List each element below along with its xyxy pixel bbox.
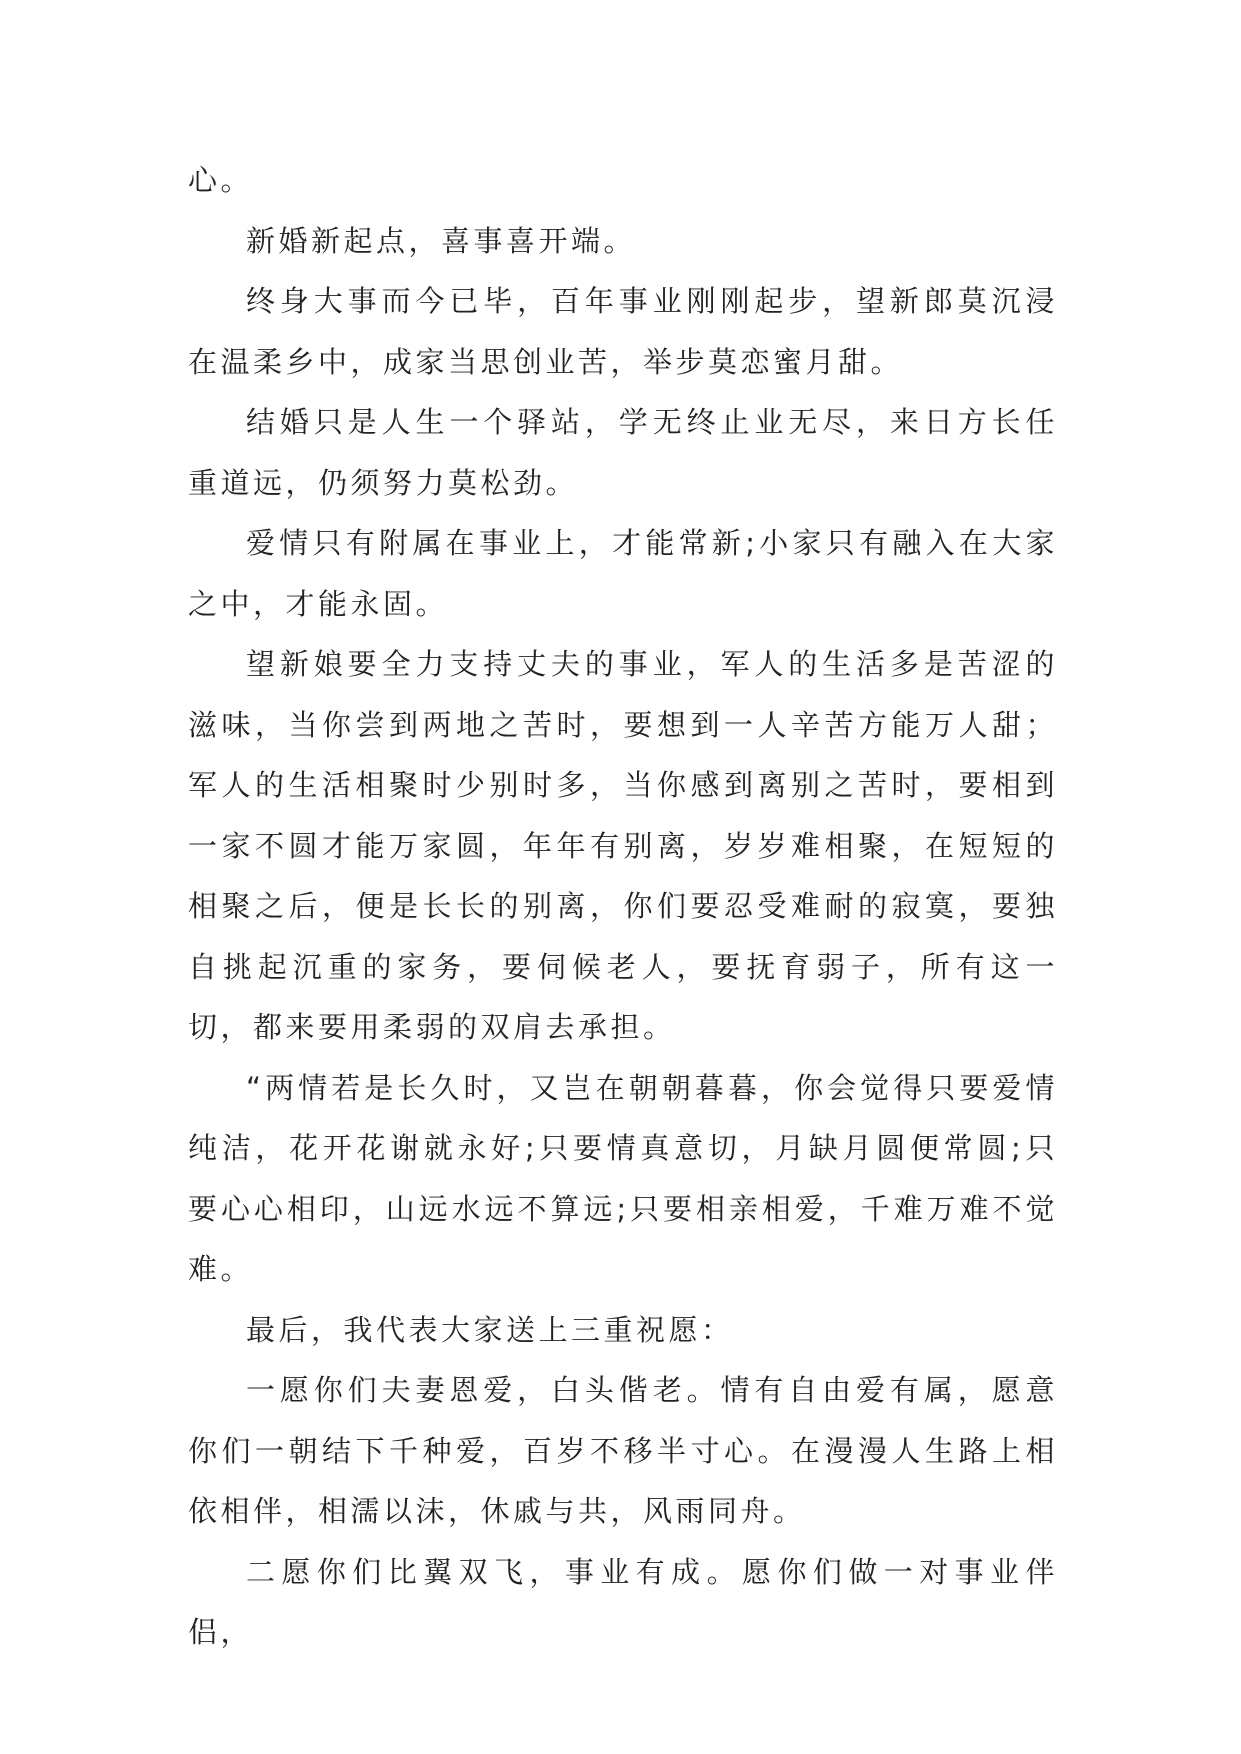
paragraph-continuation: 心。 [188,163,254,197]
body-text [188,150,1058,1663]
paragraph: 一愿你们夫妻恩爱，白头偕老。情有自由爱有属，愿意你们一朝结下千种爱，百岁不移半寸心。在漫漫人生路上相依相伴，相濡以沫，休戚与共，风雨同舟。 [188,1373,1058,1528]
paragraph: 望新娘要全力支持丈夫的事业，军人的生活多是苦涩的滋味，当你尝到两地之苦时，要想到一人辛苦方能万人甜；军人的生活相聚时少别时多，当你感到离别之苦时，要相到一家不圆才能万家圆，年年有别离，岁岁难相聚，在短短的相聚之后，便是长长的别离，你们要忍受难耐的寂寞，要独自挑起沉重的家务，要伺候老人，要抚育弱子，所有这一切，都来要用柔弱的双肩去承担。 [188,647,1058,1044]
paragraph: 最后，我代表大家送上三重祝愿： [246,1312,734,1347]
paragraph: 二愿你们比翼双飞，事业有成。愿你们做一对事业伴侣， [188,1554,1058,1649]
paragraph: 终身大事而今已毕，百年事业刚刚起步，望新郎莫沉浸在温柔乡中，成家当思创业苦，举步莫恋蜜月甜。 [188,284,1058,379]
paragraph: 爱情只有附属在事业上，才能常新;小家只有融入在大家之中，才能永固。 [188,526,1058,621]
paragraph: 结婚只是人生一个驿站，学无终止业无尽，来日方长任重道远，仍须努力莫松劲。 [188,405,1058,500]
paragraph: 新婚新起点，喜事喜开端。 [246,223,637,258]
paragraph: “两情若是长久时，又岂在朝朝暮暮，你会觉得只要爱情纯洁，花开花谢就永好;只要情真意切，月缺月圆便常圆;只要心心相印，山远水远不算远;只要相亲相爱，千难万难不觉难。 [188,1070,1058,1286]
